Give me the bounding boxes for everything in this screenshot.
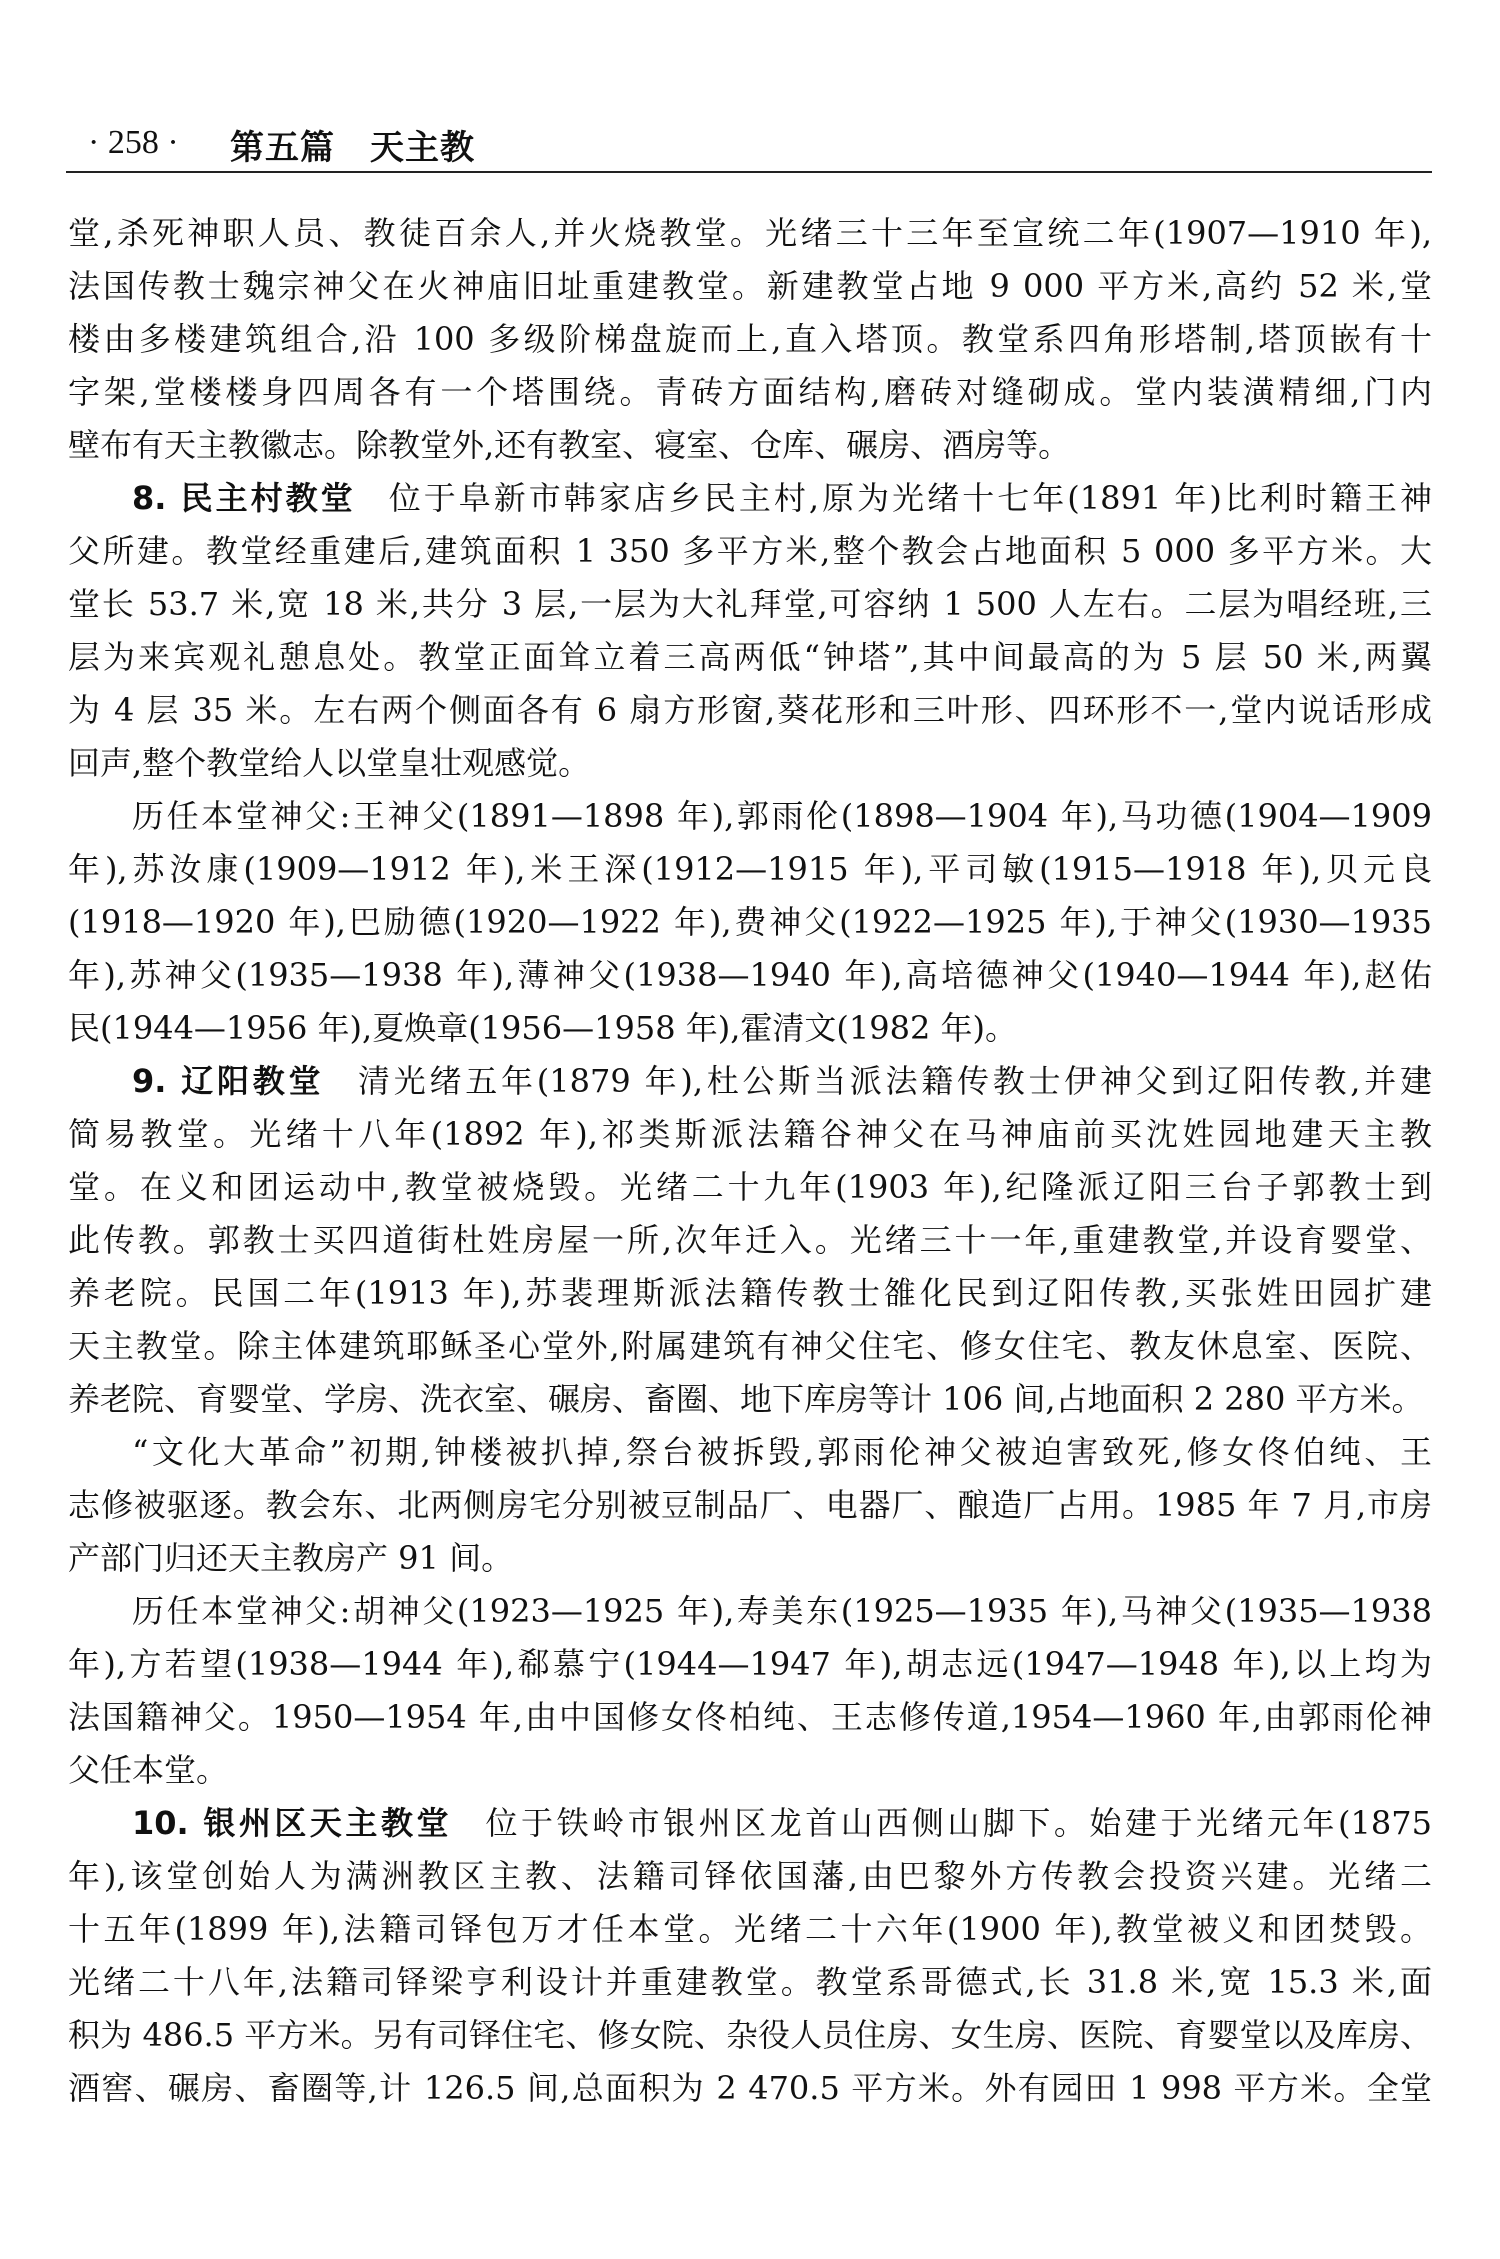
text-line: 父任本堂。 <box>68 1751 229 1789</box>
text-line: 年),苏汝康(1909—1912 年),米王深(1912—1915 年),平司敏(1915—1918 年),贝元良 <box>68 850 1432 888</box>
text-line: 法国籍神父。1950—1954 年,由中国修女佟柏纯、王志修传道,1954—1960 年,由郭雨伦神 <box>68 1698 1432 1736</box>
text-line: 父所建。教堂经重建后,建筑面积 1 350 多平方米,整个教会占地面积 5 000 多平方米。大 <box>68 532 1432 570</box>
text-line: 酒窖、碾房、畜圈等,计 126.5 间,总面积为 2 470.5 平方米。外有园田 1 998 平方米。全堂 <box>68 2069 1432 2107</box>
body-text <box>68 210 1432 2118</box>
text-line: 为 4 层 35 米。左右两个侧面各有 6 扇方形窗,葵花形和三叶形、四环形不一,堂内说话形成 <box>68 691 1432 729</box>
item-heading: 9. 辽阳教堂 <box>132 1062 325 1100</box>
page-number: · 258 · <box>88 124 179 161</box>
text-line: 民(1944—1956 年),夏焕章(1956—1958 年),霍清文(1982 年)。 <box>68 1009 1017 1047</box>
text-line: 积为 486.5 平方米。另有司铎住宅、修女院、杂役人员住房、女生房、医院、育婴堂以及库房、 <box>68 2016 1432 2054</box>
text-line: 志修被驱逐。教会东、北两侧房宅分别被豆制品厂、电器厂、酿造厂占用。1985 年 7 月,市房 <box>68 1486 1432 1524</box>
text-line: 法国传教士魏宗神父在火神庙旧址重建教堂。新建教堂占地 9 000 平方米,高约 52 米,堂 <box>68 267 1432 305</box>
text-run: 位于铁岭市银州区龙首山西侧山脚下。始建于光绪元年(1875 <box>482 1804 1432 1842</box>
text-line: 十五年(1899 年),法籍司铎包万才任本堂。光绪二十六年(1900 年),教堂被义和团焚毁。 <box>68 1910 1432 1948</box>
text-line: 简易教堂。光绪十八年(1892 年),祁类斯派法籍谷神父在马神庙前买沈姓园地建天主教 <box>68 1115 1432 1153</box>
paragraph-item-9 <box>68 1058 1432 1429</box>
text-line: 此传教。郭教士买四道街杜姓房屋一所,次年迁入。光绪三十一年,重建教堂,并设育婴堂、 <box>68 1221 1432 1259</box>
text-line: (1918—1920 年),巴励德(1920—1922 年),费神父(1922—1925 年),于神父(1930—1935 <box>68 903 1432 941</box>
text-line: 养老院、育婴堂、学房、洗衣室、碾房、畜圈、地下库房等计 106 间,占地面积 2 280 平方米。 <box>68 1380 1424 1418</box>
paragraph-item-8 <box>68 475 1432 793</box>
text-line: 字架,堂楼楼身四周各有一个塔围绕。青砖方面结构,磨砖对缝砌成。堂内装潢精细,门内 <box>68 373 1432 411</box>
paragraph-continuation <box>68 210 1432 475</box>
text-line: 历任本堂神父:胡神父(1923—1925 年),寿美东(1925—1935 年),马神父(1935—1938 <box>132 1592 1432 1630</box>
item-heading: 10. 银州区天主教堂 <box>132 1804 453 1842</box>
text-line-first <box>68 1800 1432 1853</box>
text-line: 年),方若望(1938—1944 年),郗慕宁(1944—1947 年),胡志远(1947—1948 年),以上均为 <box>68 1645 1432 1683</box>
text-line: 堂,杀死神职人员、教徒百余人,并火烧教堂。光绪三十三年至宣统二年(1907—1910 年), <box>68 214 1432 252</box>
text-run: 清光绪五年(1879 年),杜公斯当派法籍传教士伊神父到辽阳传教,并建 <box>354 1062 1432 1100</box>
text-line: 年),苏神父(1935—1938 年),薄神父(1938—1940 年),高培德神父(1940—1944 年),赵佑 <box>68 956 1432 994</box>
text-line: 壁布有天主教徽志。除教堂外,还有教室、寝室、仓库、碾房、酒房等。 <box>68 426 1071 464</box>
text-line-first <box>68 475 1432 528</box>
paragraph-cultural-revolution <box>68 1429 1432 1588</box>
text-line: 光绪二十八年,法籍司铎梁亨利设计并重建教堂。教堂系哥德式,长 31.8 米,宽 15.3 米,面 <box>68 1963 1432 2001</box>
text-line: 堂长 53.7 米,宽 18 米,共分 3 层,一层为大礼拜堂,可容纳 1 500 人左右。二层为唱经班,三 <box>68 585 1432 623</box>
text-line: 回声,整个教堂给人以堂皇壮观感觉。 <box>68 744 591 782</box>
text-line: 产部门归还天主教房产 91 间。 <box>68 1539 514 1577</box>
text-line: 养老院。民国二年(1913 年),苏裴理斯派法籍传教士雒化民到辽阳传教,买张姓田园扩建 <box>68 1274 1432 1312</box>
header-rule <box>66 171 1432 173</box>
item-heading: 8. 民主村教堂 <box>132 479 356 517</box>
text-line-first <box>68 1058 1432 1111</box>
text-run: 位于阜新市韩家店乡民主村,原为光绪十七年(1891 年)比利时籍王神 <box>385 479 1432 517</box>
text-line: 年),该堂创始人为满洲教区主教、法籍司铎依国藩,由巴黎外方传教会投资兴建。光绪二 <box>68 1857 1432 1895</box>
text-line: 堂。在义和团运动中,教堂被烧毁。光绪二十九年(1903 年),纪隆派辽阳三台子郭教士到 <box>68 1168 1432 1206</box>
text-line: 层为来宾观礼憩息处。教堂正面耸立着三高两低“钟塔”,其中间最高的为 5 层 50 米,两翼 <box>68 638 1432 676</box>
running-header <box>66 116 1432 172</box>
paragraph-item-10 <box>68 1800 1432 2118</box>
section-title: 第五篇 天主教 <box>230 128 475 168</box>
text-line: “文化大革命”初期,钟楼被扒掉,祭台被拆毁,郭雨伦神父被迫害致死,修女佟伯纯、王 <box>132 1433 1432 1471</box>
paragraph-priests-liaoyang <box>68 1588 1432 1800</box>
text-line: 历任本堂神父:王神父(1891—1898 年),郭雨伦(1898—1904 年),马功德(1904—1909 <box>132 797 1432 835</box>
text-line: 天主教堂。除主体建筑耶稣圣心堂外,附属建筑有神父住宅、修女住宅、教友休息室、医院、 <box>68 1327 1432 1365</box>
text-line: 楼由多楼建筑组合,沿 100 多级阶梯盘旋而上,直入塔顶。教堂系四角形塔制,塔顶嵌有十 <box>68 320 1432 358</box>
paragraph-priests-minzhucun <box>68 793 1432 1058</box>
